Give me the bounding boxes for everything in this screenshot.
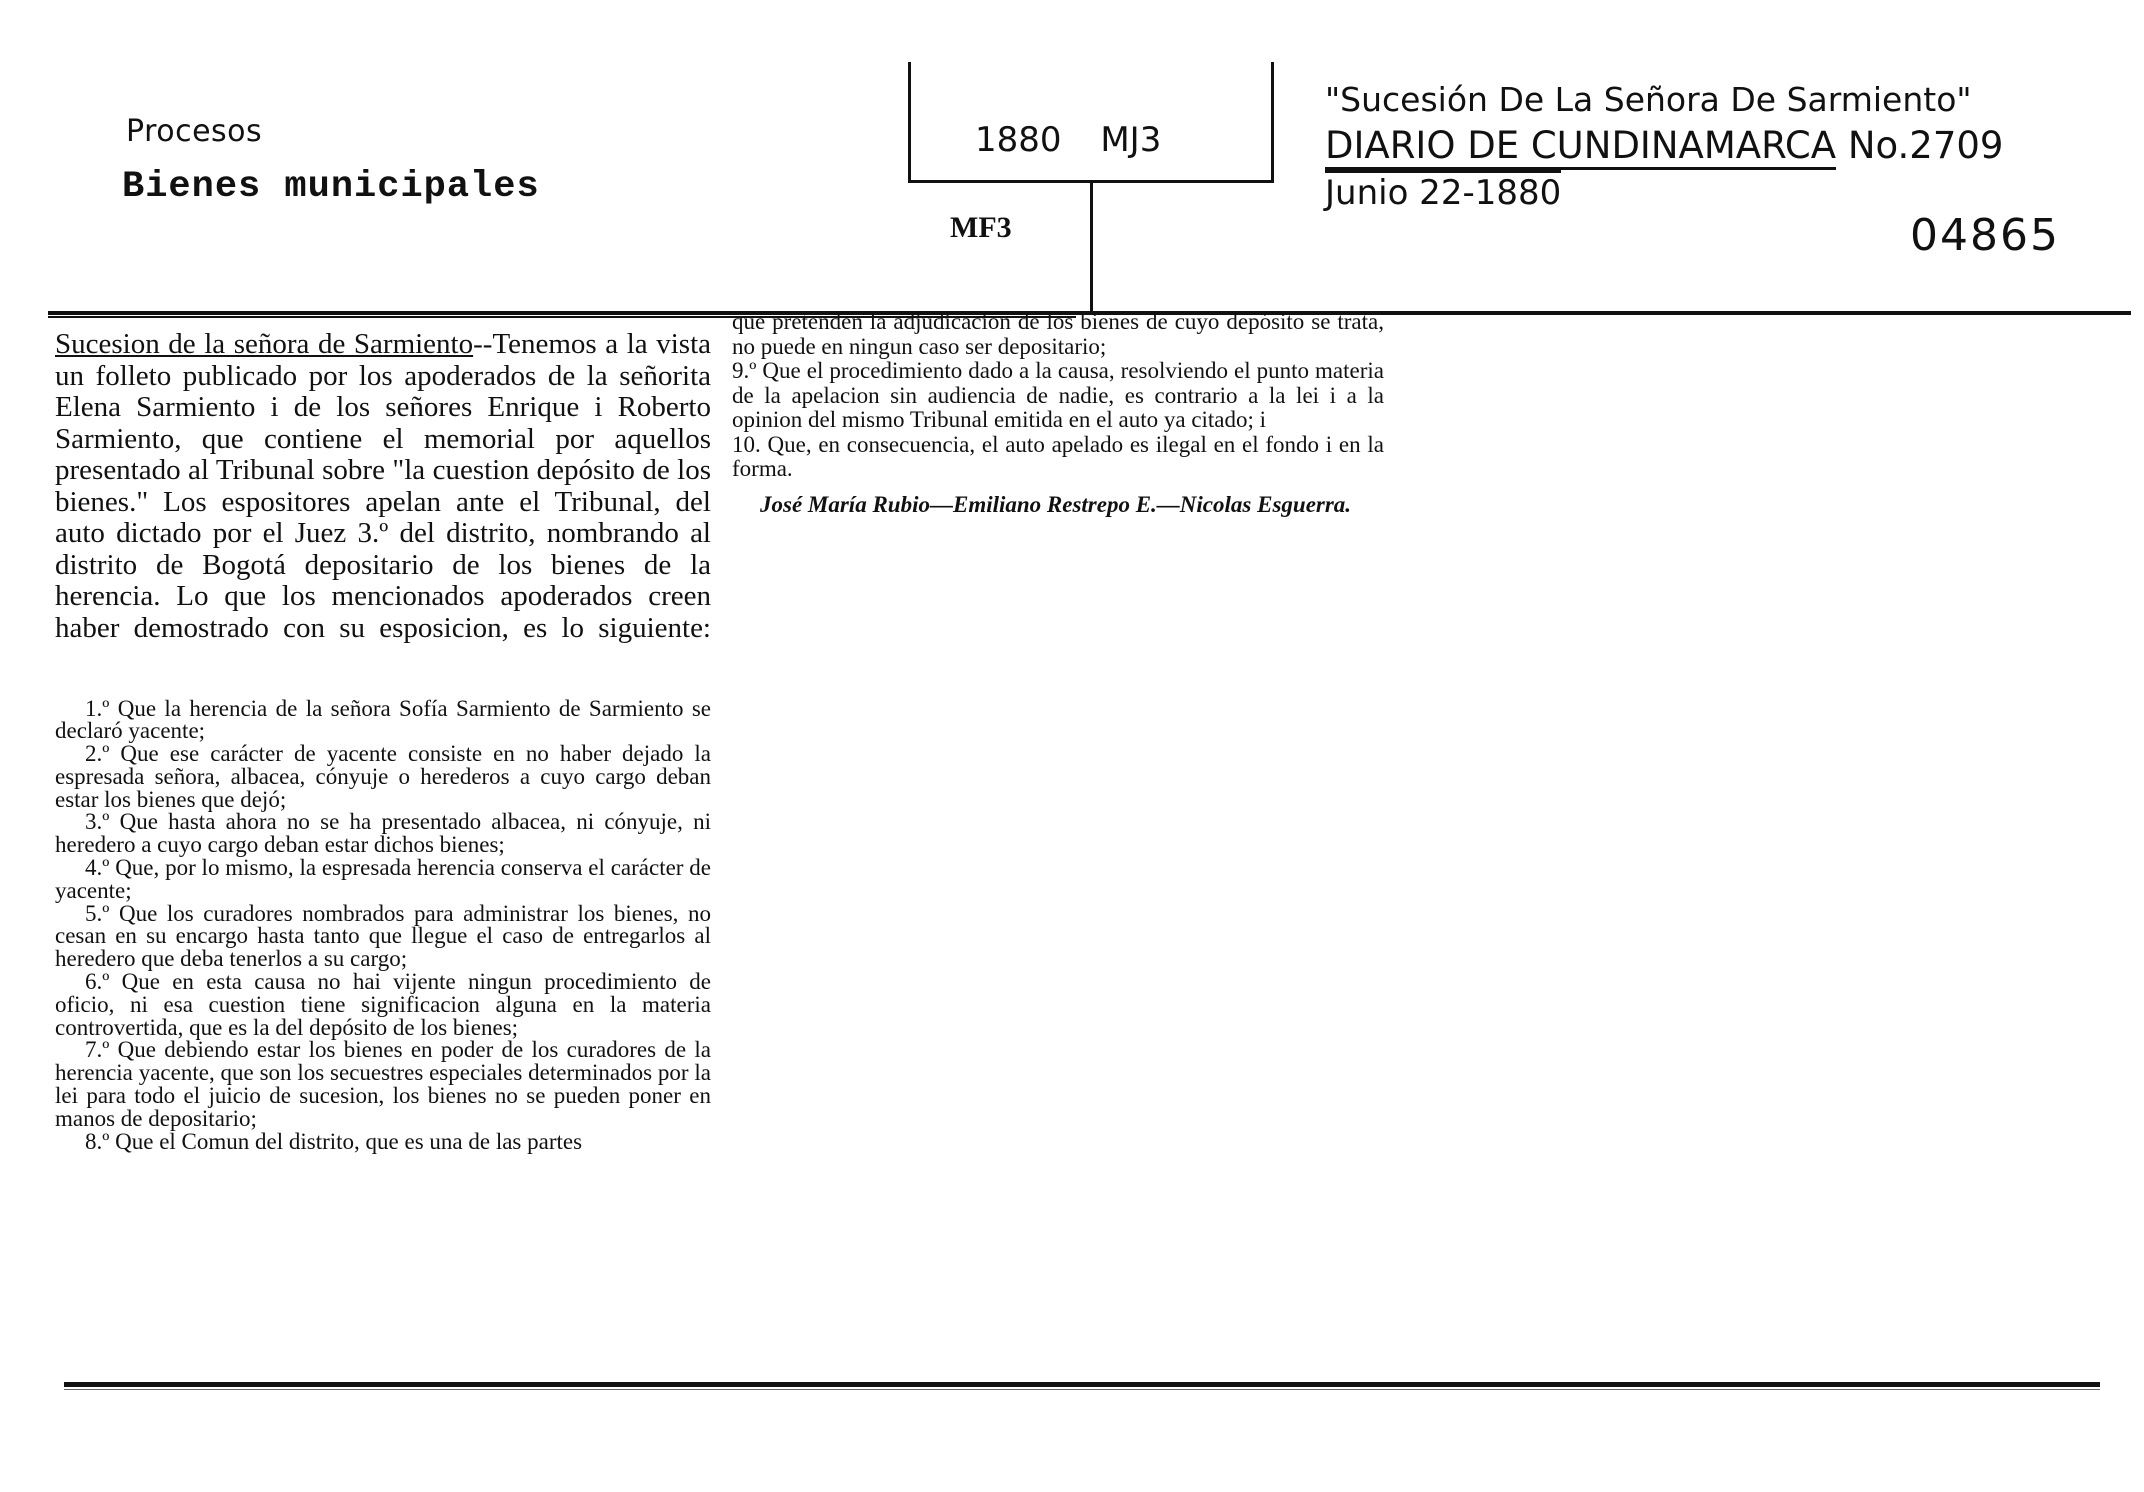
list-item: 4.º Que, por lo mismo, la espresada herencia conserva el carácter de yacente; [55, 855, 711, 903]
list-item: 5.º Que los curadores nombrados para administrar los bienes, no cesan en su encargo hasta tanto que llegue el caso de entregarlos al heredero que deba tenerlos a su cargo; [55, 900, 711, 972]
microfilm-code: MF3 [950, 211, 1012, 244]
list-item: 7.º Que debiendo estar los bienes en poder de los curadores de la herencia yacente, que son los secuestres especiales determinados por la lei para todo el juicio de sucesion, los bienes no se pueden poner en manos de depositario; [55, 1037, 711, 1131]
bottom-rule-inner [64, 1389, 2100, 1390]
box-code: 1880 MJ3 [975, 120, 1162, 160]
handwritten-number: 04865 [1910, 210, 2060, 261]
newspaper-name: DIARIO DE CUNDINAMARCA [1325, 124, 1836, 170]
article-lead [55, 329, 711, 676]
item-list [55, 695, 711, 1154]
list-item: 6.º Que en esta causa no hai vijente ningun procedimiento de oficio, ni esa cuestion tiene significacion alguna en la materia controvertida, que es la del depósito de los bienes; [55, 969, 711, 1040]
bottom-rule [64, 1382, 2100, 1387]
divider-stem [1090, 183, 1093, 313]
date-line [1325, 173, 1561, 213]
list-item: 2.º Que ese carácter de yacente consiste en no haber dejado la espresada señora, albacea, cónyuje o herederos a cuyo cargo deban estar los bienes que dejó; [55, 741, 711, 812]
list-item: 3.º Que hasta ahora no se ha presentado albacea, ni cónyuje, ni heredero a cuyo cargo deban estar dichos bienes; [55, 809, 711, 858]
signatures: José María Rubio—Emiliano Restrepo E.—Nicolas Esguerra. [760, 491, 1352, 517]
category-label: Procesos [126, 114, 263, 149]
subject-label: Bienes municipales [122, 166, 540, 208]
list-item: 1.º Que la herencia de la señora Sofía Sarmiento de Sarmiento se declaró yacente; [55, 695, 711, 744]
publication-date: Junio 22-1880 [1325, 170, 1561, 213]
article-column-2 [732, 310, 1384, 543]
list-item: 8.º Que el Comun del distrito, que es una de las partes [85, 1128, 583, 1154]
article-column-1 [55, 329, 711, 1153]
issue-number: No.2709 [1847, 124, 2004, 167]
list-item: 10. Que, en consecuencia, el auto apelado es ilegal en el fondo i en la forma. [732, 431, 1384, 481]
list-item: 9.º Que el procedimiento dado a la causa, resolviendo el punto materia de la apelacion sin audiencia de nadie, es contrario a la lei i a la opinion del mismo Tribunal emitida en el auto ya citado; i [732, 358, 1384, 432]
continuation-text: que pretenden la adjudicacion de los bienes de cuyo depósito se trata, no puede en ningun caso ser depositario; [732, 309, 1384, 359]
article-lead-text: --Tenemos a la vista un folleto publicado por los apoderados de la señorita Elena Sarmiento i de los señores Enrique i Roberto Sarmiento, que contiene el memorial por aquellos presentado al Tribunal sobre "la cuestion depósito de los bienes." Los espositores apelan ante el Tribunal, del auto dictado por el Juez 3.º del distrito, nombrando al distrito de Bogotá depositario de los bienes de la herencia. Lo que los mencionados apoderados creen haber demostrado con su esposicion, es lo siguiente: [55, 328, 711, 644]
newspaper-line [1325, 124, 2003, 167]
article-title: Sucesion de la señora de Sarmiento [55, 328, 474, 360]
source-title: "Sucesión De La Señora De Sarmiento" [1325, 80, 1972, 119]
